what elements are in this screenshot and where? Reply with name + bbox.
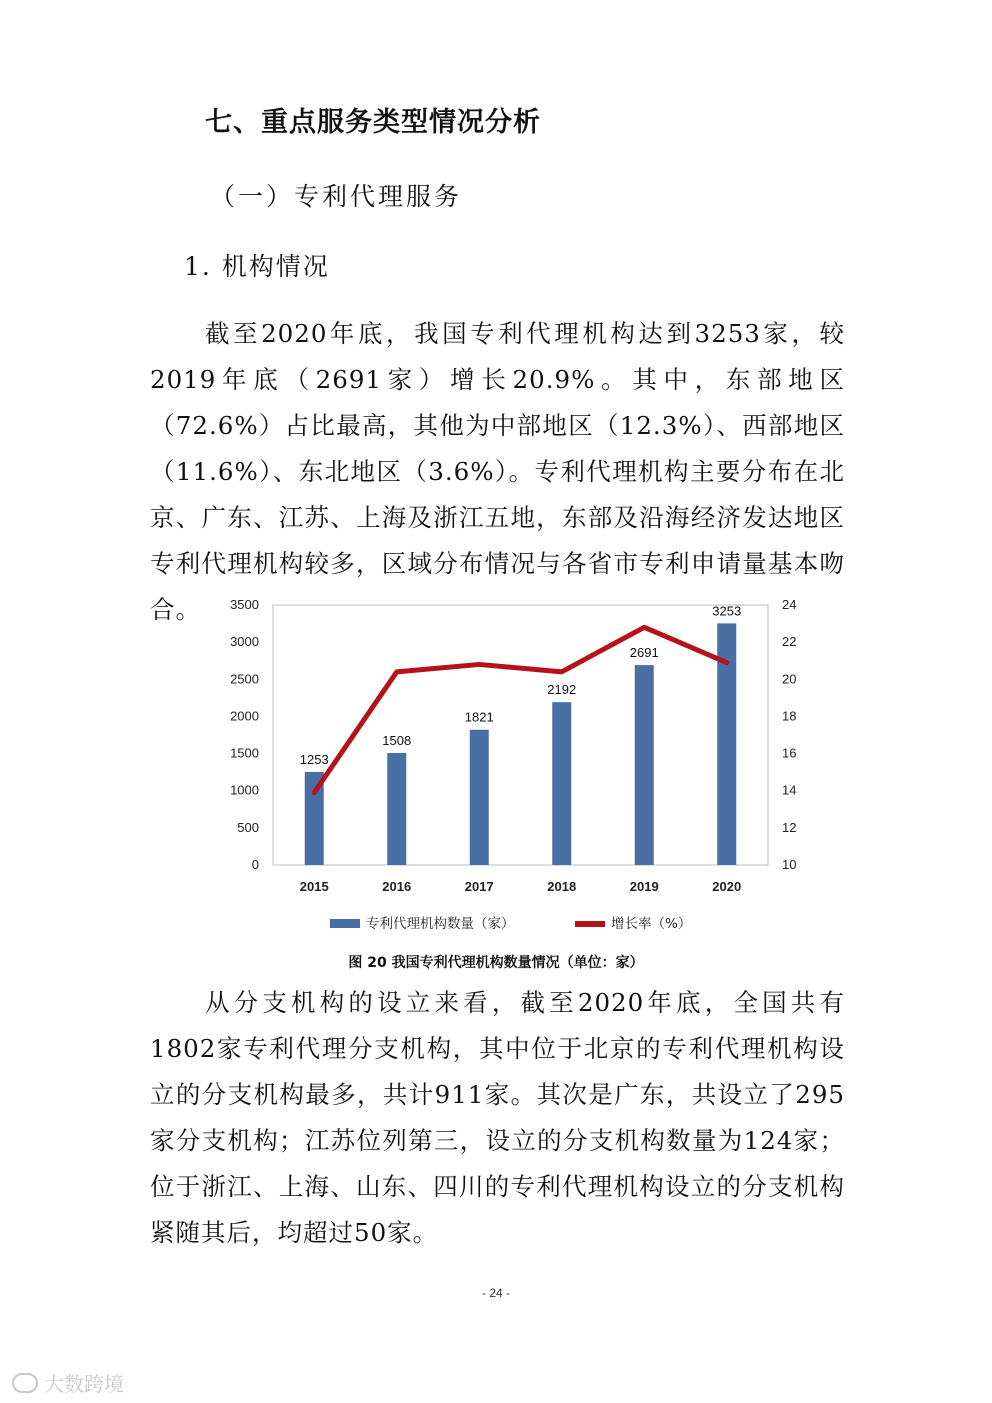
y-left-tick-label: 1500 [230,745,259,761]
figure-caption: 图 20 我国专利代理机构数量情况（单位：家） [348,955,644,971]
x-tick-label: 2018 [547,879,577,894]
y-right-tick-label: 10 [782,857,797,872]
growth-rate-line [314,627,727,792]
y-left-tick-label: 3500 [230,597,259,612]
bar [635,665,654,865]
y-right-tick-label: 22 [782,634,797,650]
legend-line-label: 增长率（%） [611,916,692,932]
plot-area-frame [273,605,768,865]
y-right-tick-label: 20 [782,671,797,687]
watermark-text: 大数跨境 [44,1372,124,1396]
bar [552,702,571,865]
paragraph-institutions: 截至2020年底，我国专利代理机构达到3253家，较2019年底（2691家）增长20.9%。其中，东部地区（72.6%）占比最高，其他为中部地区（12.3%）、西部地区（11.6%）、东北地区（3.6%）。专利代理机构主要分布在北京、广东、江苏、上海及浙江五地，东部及沿海经济发达地区专利代理机构较多，区域分布情况与各省市专利申请量基本吻合。 [150,319,845,624]
y-right-tick-label: 12 [782,819,797,835]
bar-data-label: 3253 [712,603,742,619]
y-right-tick-label: 14 [782,782,797,798]
x-tick-label: 2020 [712,879,742,894]
item-heading: 1. 机构情况 [184,252,330,281]
x-tick-label: 2015 [299,879,329,894]
y-right-tick-label: 18 [782,708,797,724]
section-heading: 七、重点服务类型情况分析 [205,107,541,138]
bar-data-label: 2192 [547,682,577,698]
y-left-tick-label: 500 [237,819,259,835]
y-left-tick-label: 2500 [230,671,259,687]
y-left-tick-label: 1000 [230,782,259,798]
paragraph-branches: 从分支机构的设立来看，截至2020年底，全国共有1802家专利代理分支机构，其中位于北京的专利代理机构设立的分支机构最多，共计911家。其次是广东，共设立了295家分支机构；江苏位列第三，设立的分支机构数量为124家；位于浙江、上海、山东、四川的专利代理机构设立的分支机构紧随其后，均超过50家。 [150,988,845,1247]
subsection-heading: （一）专利代理服务 [210,182,463,211]
bar-data-label: 1508 [382,732,412,748]
x-tick-label: 2019 [629,879,659,894]
watermark [12,1368,124,1397]
y-right-tick-label: 16 [782,745,797,761]
y-right-tick-label: 24 [782,597,797,612]
watermark-logo-icon [12,1373,38,1393]
bar-data-label: 1821 [464,709,494,725]
y-left-tick-label: 2000 [230,708,259,724]
x-tick-label: 2016 [382,879,412,894]
y-left-tick-label: 0 [251,857,259,872]
institution-count-chart [200,590,800,940]
bar [470,730,489,865]
legend-bar-label: 专利代理机构数量（家） [366,916,515,932]
y-left-tick-label: 3000 [230,634,259,650]
bar [387,753,406,865]
legend-bar-swatch [330,919,360,928]
bar-data-label: 1253 [299,751,329,767]
bar-data-label: 2691 [629,645,659,661]
x-tick-label: 2017 [464,879,494,894]
page-number: - 24 - [481,1286,510,1300]
